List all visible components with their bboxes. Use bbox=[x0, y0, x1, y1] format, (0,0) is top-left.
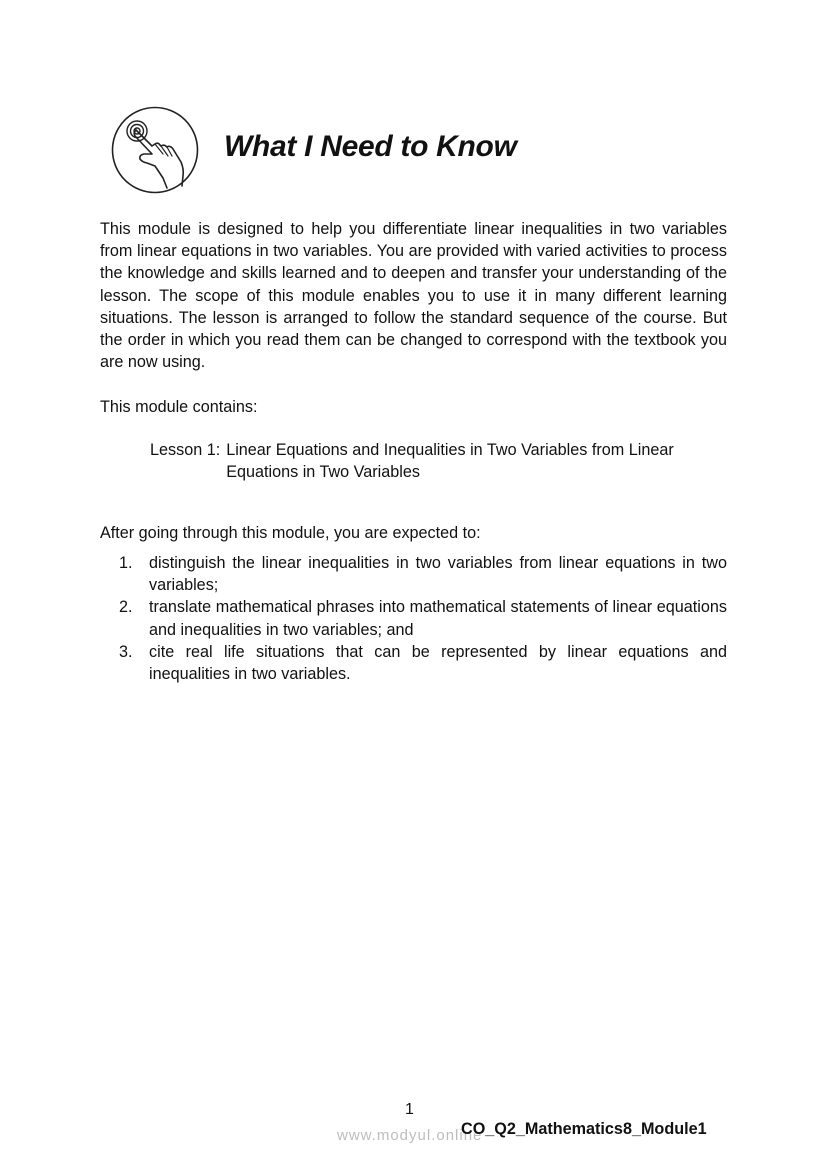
list-item-number: 2. bbox=[119, 598, 133, 617]
watermark: www.modyul.online bbox=[337, 1127, 483, 1144]
touch-hand-icon bbox=[111, 106, 199, 194]
list-item-text: distinguish the linear inequalities in two variables from linear equations in two variables; bbox=[149, 554, 727, 595]
lesson-title: Linear Equations and Inequalities in Two Variables from Linear Equations in Two Variables bbox=[226, 441, 674, 482]
module-code: CO_Q2_Mathematics8_Module1 bbox=[461, 1120, 707, 1138]
list-item bbox=[100, 641, 727, 685]
list-item-text: cite real life situations that can be represented by linear equations and inequalities in two variables. bbox=[149, 642, 727, 684]
page-title: What I Need to Know bbox=[224, 130, 517, 163]
touch-hand-icon-svg bbox=[111, 106, 199, 194]
list-item-number: 3. bbox=[119, 642, 133, 661]
lesson-label: Lesson 1: bbox=[150, 441, 221, 459]
objectives-list bbox=[100, 552, 727, 685]
expected-intro: After going through this module, you are expected to: bbox=[100, 524, 481, 542]
list-item bbox=[100, 552, 727, 596]
list-item bbox=[100, 596, 727, 640]
intro-paragraph bbox=[100, 218, 727, 373]
list-item-number: 1. bbox=[119, 554, 133, 572]
lesson-entry bbox=[150, 439, 730, 483]
intro-text: This module is designed to help you differentiate linear inequalities in two variables from linear equations in two variables. You are provided with varied activities to process the knowledge and skills learned and to deepen and transfer your understanding of the lesson. The scope of this module enables you to use it in many different learning situations. The lesson is arranged to follow the standard sequence of the course. But the order in which you read them can be changed to correspond with the textbook you are now using. bbox=[100, 220, 727, 372]
module-contains-label: This module contains: bbox=[100, 398, 258, 416]
list-item-text: translate mathematical phrases into mathematical statements of linear equations and inequalities in two variables; and bbox=[149, 598, 727, 639]
page-number: 1 bbox=[405, 1101, 414, 1118]
